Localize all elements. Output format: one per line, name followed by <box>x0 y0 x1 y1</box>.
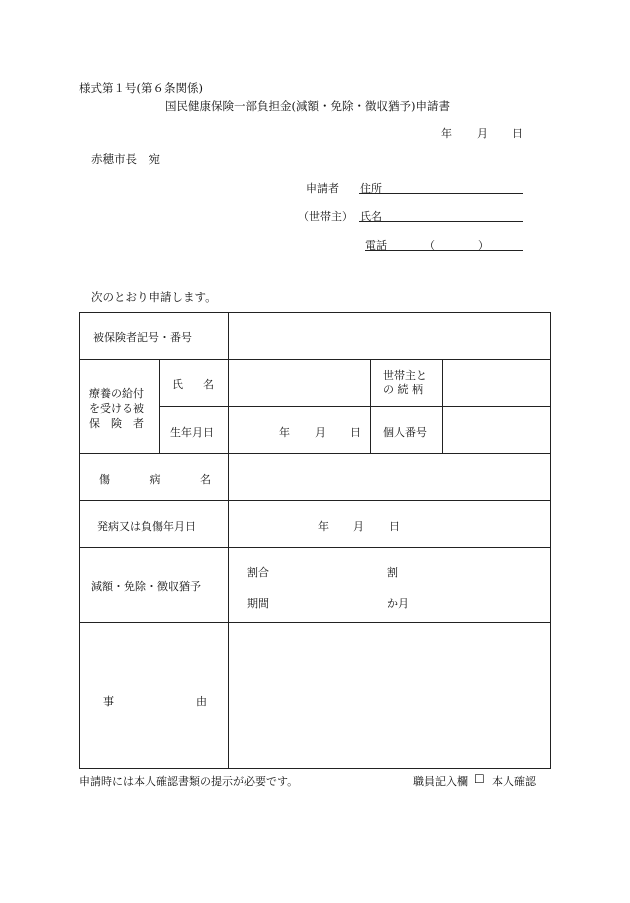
insured-number-label: 被保険者記号・番号 <box>93 331 192 344</box>
relation-field[interactable] <box>443 360 550 406</box>
relation-label-line: 世帯主と <box>383 369 427 382</box>
period-label: 期間 <box>247 597 269 610</box>
household-head-label: （世帯主） <box>298 210 353 223</box>
document-title: 国民健康保険一部負担金(減額・免除・徴収猶予)申請書 <box>165 99 450 113</box>
address-field[interactable] <box>359 193 523 194</box>
column-divider <box>370 359 371 453</box>
form-number: 様式第１号(第６条関係) <box>79 81 203 95</box>
disease-char: 傷 <box>99 473 110 486</box>
addressee: 赤穂市長 宛 <box>91 152 160 166</box>
staff-field-label: 職員記入欄 <box>413 775 468 788</box>
footer-note: 申請時には本人確認書類の提示が必要です。 <box>79 775 299 788</box>
ratio-unit: 割 <box>387 566 398 579</box>
date-month: 月 <box>477 127 488 140</box>
recipient-label-line: を受ける被 <box>89 402 144 415</box>
recipient-label <box>89 386 144 431</box>
birth-month-unit: 月 <box>315 426 326 439</box>
personal-number-label: 個人番号 <box>383 426 427 439</box>
intro-text: 次のとおり申請します。 <box>91 290 217 304</box>
disease-char: 病 <box>149 473 161 486</box>
application-table <box>79 312 551 769</box>
reason-label <box>103 693 207 709</box>
reason-char: 事 <box>103 695 114 708</box>
phone-field[interactable] <box>365 250 523 251</box>
insured-number-field[interactable] <box>229 313 550 359</box>
onset-year-unit: 年 <box>318 520 329 533</box>
disease-char: 名 <box>200 473 211 486</box>
name-field[interactable] <box>359 221 523 222</box>
reduction-label: 減額・免除・徴収猶予 <box>91 580 201 593</box>
applicant-label: 申請者 <box>306 182 339 195</box>
recipient-label-line: 療養の給付 <box>89 387 144 400</box>
column-divider <box>159 359 160 453</box>
recipient-name-label <box>172 376 214 392</box>
disease-name-field[interactable] <box>229 454 550 500</box>
onset-day-unit: 日 <box>389 520 400 533</box>
reason-field[interactable] <box>229 623 550 768</box>
onset-date-label: 発病又は負傷年月日 <box>97 520 196 533</box>
personal-number-field[interactable] <box>443 407 550 453</box>
ratio-label: 割合 <box>247 566 269 579</box>
address-label: 住所 <box>360 182 382 195</box>
name-char: 氏 <box>172 378 183 391</box>
recipient-label-line: 保 険 者 <box>89 417 144 430</box>
phone-label: 電話 <box>365 239 387 252</box>
relation-label-line: の 続 柄 <box>383 383 423 396</box>
identity-checkbox[interactable]: ☐ <box>474 772 485 786</box>
row-divider <box>80 547 550 548</box>
phone-open-paren: （ <box>424 239 435 252</box>
date-day: 日 <box>512 127 523 140</box>
birth-year-unit: 年 <box>279 426 290 439</box>
birthdate-label: 生年月日 <box>170 426 214 439</box>
name-char: 名 <box>203 378 214 391</box>
onset-month-unit: 月 <box>353 520 364 533</box>
relation-label <box>383 369 427 397</box>
birth-day-unit: 日 <box>350 426 361 439</box>
period-unit: か月 <box>387 597 409 610</box>
row-divider <box>80 500 550 501</box>
date-year: 年 <box>441 127 452 140</box>
name-label: 氏名 <box>360 210 382 223</box>
disease-name-label <box>99 471 211 487</box>
reason-char: 由 <box>196 695 207 708</box>
recipient-name-field[interactable] <box>229 360 370 406</box>
identity-check-label: 本人確認 <box>492 775 536 788</box>
phone-close-paren: ） <box>478 239 489 252</box>
